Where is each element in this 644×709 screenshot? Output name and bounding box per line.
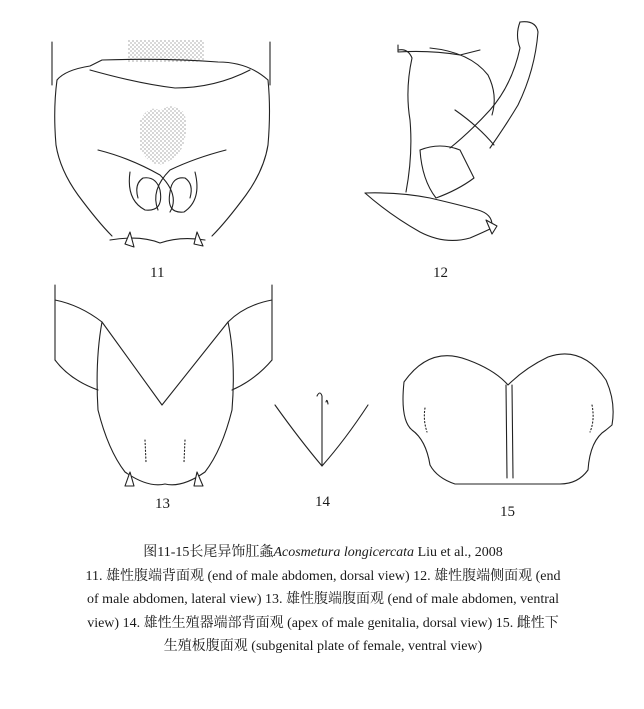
figure-11-label: 11	[150, 265, 165, 281]
figure-15-drawing	[403, 354, 613, 484]
caption-line-2: of male abdomen, lateral view) 13. 雄性腹端腹面观 (end of male abdomen, ventral	[87, 592, 559, 607]
figure-11-drawing	[52, 40, 270, 247]
caption-title-prefix: 图11-15长尾异饰肛螽	[143, 545, 274, 560]
figure-14-label: 14	[315, 494, 330, 510]
figure-caption	[58, 541, 588, 659]
caption-title	[58, 541, 588, 565]
caption-line-3: view) 14. 雄性生殖器端部背面观 (apex of male genitalia, dorsal view) 15. 雌性下	[87, 615, 559, 631]
figure-13-drawing	[55, 285, 272, 486]
figure-12-drawing	[365, 22, 538, 241]
caption-author: Liu et al., 2008	[414, 545, 503, 560]
caption-species-name: Acosmetura longicercata	[273, 545, 415, 560]
caption-line-1: 11. 雄性腹端背面观 (end of male abdomen, dorsal view) 12. 雄性腹端侧面观 (end	[85, 568, 561, 584]
figure-13-label: 13	[155, 496, 170, 512]
caption-line-4: 生殖板腹面观 (subgenital plate of female, ventral view)	[163, 639, 483, 654]
figure-14-drawing	[275, 393, 368, 466]
figure-12-label: 12	[433, 265, 448, 281]
figure-15-label: 15	[500, 504, 515, 520]
